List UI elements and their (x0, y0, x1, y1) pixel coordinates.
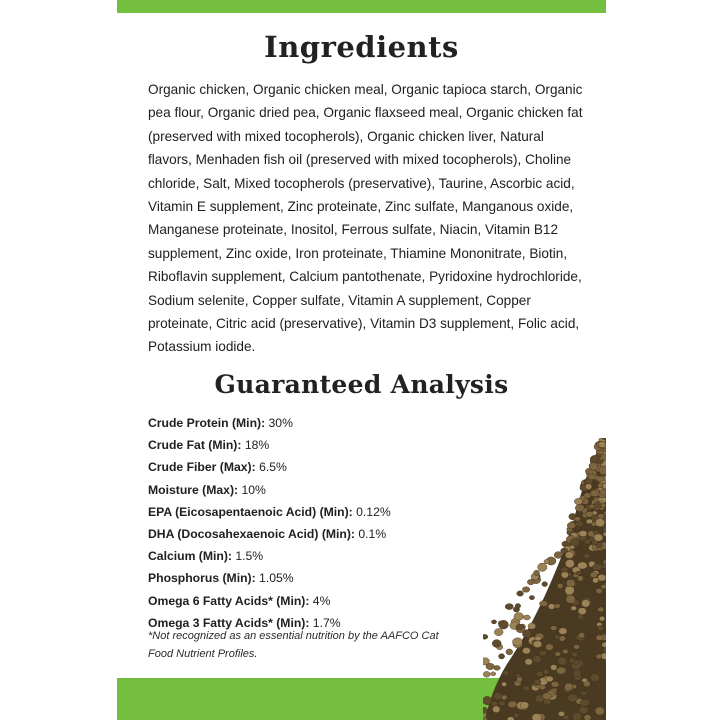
analysis-label: Omega 3 Fatty Acids* (Min): (148, 615, 310, 630)
kibble-bit (595, 518, 604, 526)
kibble-bit (570, 539, 580, 546)
kibble-bit (602, 483, 606, 489)
kibble-bit (486, 663, 495, 669)
kibble-bit (579, 633, 585, 639)
kibble-bit (588, 474, 596, 480)
kibble-bit (517, 677, 523, 682)
kibble-bit (559, 628, 567, 635)
kibble-bit (514, 613, 524, 621)
kibble-bit (539, 650, 547, 656)
kibble-bit (548, 604, 555, 610)
analysis-label: EPA (Eicosapentaenoic Acid) (Min): (148, 504, 353, 519)
kibble-bit (594, 534, 603, 541)
kibble-bit (557, 583, 563, 588)
kibble-bit (502, 682, 507, 687)
analysis-list (148, 412, 478, 634)
kibble-bit (574, 498, 582, 504)
kibble-bit (540, 601, 548, 607)
kibble-bit (523, 686, 529, 691)
kibble-bit (596, 654, 602, 659)
kibble-bit (492, 706, 500, 713)
analysis-row (148, 590, 478, 612)
kibble-bit (543, 669, 549, 674)
kibble-bit (581, 600, 590, 608)
kibble-bit (546, 644, 554, 651)
analysis-row (148, 412, 478, 434)
analysis-value: 18% (244, 438, 270, 453)
analysis-value: 4% (312, 593, 331, 608)
kibble-bit (603, 532, 606, 536)
kibble-bit (556, 667, 566, 674)
kibble-bit (602, 642, 606, 648)
kibble-bit (533, 656, 542, 663)
kibble-bit (598, 574, 606, 581)
kibble-bit (529, 596, 534, 600)
kibble-bit (573, 670, 581, 677)
kibble-bit (591, 674, 600, 682)
analysis-label: Crude Fiber (Max): (148, 460, 256, 475)
kibble-bit (522, 587, 529, 593)
kibble-bit (536, 671, 543, 677)
kibble-bit (593, 578, 599, 583)
kibble-bit (533, 641, 542, 648)
kibble-bit (593, 564, 602, 571)
kibble-bit (584, 553, 590, 558)
kibble-bit (491, 701, 498, 706)
analysis-value: 1.5% (235, 549, 264, 564)
kibble-bit (598, 607, 604, 612)
kibble-bit (506, 649, 513, 655)
kibble-bit (508, 701, 517, 708)
kibble-bit (601, 564, 606, 569)
analysis-value: 1.7% (312, 615, 341, 630)
kibble-bit (599, 616, 605, 621)
kibble-bit (600, 490, 606, 496)
kibble-bit (515, 604, 521, 609)
kibble-bit (590, 572, 597, 578)
kibble-bit (575, 504, 584, 511)
kibble-bit (534, 679, 541, 684)
guaranteed-analysis-title: Guaranteed Analysis (214, 370, 509, 399)
kibble-bit (578, 608, 586, 615)
analysis-label: DHA (Docosahexaenoic Acid) (Min): (148, 527, 355, 542)
analysis-label: Omega 6 Fatty Acids* (Min): (148, 593, 310, 608)
kibble-bit (566, 595, 575, 603)
kibble-bit (513, 638, 523, 646)
kibble-bit (578, 562, 588, 569)
kibble-bit (491, 672, 496, 676)
kibble-bit (544, 559, 549, 563)
kibble-bit (601, 584, 606, 589)
kibble-bit (491, 620, 496, 624)
analysis-row (148, 523, 478, 545)
kibble-bit (492, 640, 501, 648)
kibble-bit (554, 635, 560, 639)
analysis-value: 0.12% (356, 504, 391, 519)
analysis-row (148, 545, 478, 567)
kibble-bit (551, 681, 559, 687)
analysis-label: Crude Protein (Min): (148, 416, 266, 430)
kibble-bit (596, 588, 602, 593)
kibble-bit (589, 463, 598, 471)
kibble-bit (581, 691, 587, 695)
kibble-bit (558, 711, 564, 716)
kibble-bit (578, 614, 584, 619)
kibble-bit (590, 490, 599, 497)
kibble-bit (520, 702, 529, 709)
kibble-bit (571, 606, 577, 611)
kibble-bit (562, 649, 568, 653)
kibble-bit (582, 678, 588, 682)
kibble-bit (581, 699, 590, 706)
kibble-bit (499, 701, 506, 706)
kibble-bit (528, 623, 536, 629)
analysis-label: Calcium (Min): (148, 549, 232, 564)
ingredients-panel (117, 0, 606, 720)
kibble-bit (494, 692, 503, 699)
kibble-bit (483, 707, 488, 713)
kibble-bit (575, 517, 581, 522)
kibble-bit (576, 571, 582, 575)
kibble-bit (598, 441, 605, 447)
analysis-row (148, 567, 478, 589)
kibble-bit (584, 715, 591, 720)
kibble-bit (483, 671, 490, 677)
kibble-bit (483, 696, 492, 704)
kibble-bit (483, 634, 488, 639)
kibble-bit (523, 615, 530, 620)
kibble-bit (558, 657, 567, 665)
kibble-bit (507, 717, 514, 720)
kibble-pile-image (483, 438, 606, 720)
kibble-bit (577, 576, 583, 581)
kibble-bit (561, 567, 568, 572)
kibble-bit (586, 519, 593, 524)
aafco-footnote: *Not recognized as an essential nutrition by the AAFCO Cat Food Nutrient Profiles. (148, 630, 439, 660)
kibble-bit (572, 712, 582, 720)
analysis-value: 6.5% (259, 460, 287, 475)
ingredients-title: Ingredients (264, 30, 459, 64)
analysis-value: 0.1% (358, 527, 387, 542)
kibble-bit (567, 522, 576, 528)
kibble-bit (586, 511, 594, 517)
kibble-bit (534, 570, 540, 575)
kibble-bit (505, 604, 513, 610)
kibble-bit (532, 714, 542, 720)
kibble-bit (542, 693, 551, 700)
kibble-bit (564, 683, 573, 691)
kibble-bit (525, 659, 533, 665)
kibble-bit (596, 476, 604, 482)
kibble-bit (527, 579, 534, 584)
kibble-bit (494, 629, 503, 636)
kibble-bit (597, 459, 603, 463)
analysis-label: Crude Fat (Min): (148, 438, 242, 453)
kibble-bit (522, 647, 530, 654)
kibble-bit (499, 654, 505, 659)
kibble-bit (568, 694, 578, 702)
analysis-row (148, 434, 478, 456)
kibble-bit (546, 676, 554, 682)
kibble-bit (594, 502, 601, 508)
kibble-bit (561, 548, 568, 554)
analysis-value: 1.05% (259, 571, 294, 586)
kibble-bit (584, 539, 590, 544)
kibble-bit (538, 563, 547, 571)
analysis-label: Moisture (Max): (148, 482, 239, 497)
kibble-bit (579, 531, 587, 537)
kibble-bit (574, 645, 580, 650)
analysis-label: Phosphorus (Min): (148, 571, 256, 586)
kibble-bit (516, 624, 523, 630)
kibble-bit (566, 579, 575, 587)
kibble-bit (573, 660, 578, 665)
kibble-bit (597, 626, 603, 631)
analysis-value: 30% (268, 416, 293, 430)
kibble-bit (585, 484, 592, 490)
kibble-bit (550, 665, 557, 671)
kibble-bit (550, 626, 556, 631)
analysis-row (148, 501, 478, 523)
kibble-bit (542, 582, 548, 587)
kibble-bit (517, 591, 524, 596)
kibble-bit (595, 707, 604, 715)
kibble-bit (503, 670, 509, 675)
kibble-bit (579, 707, 589, 714)
kibble-bit (565, 559, 574, 567)
ingredients-text: Organic chicken, Organic chicken meal, Organic tapioca starch, Organic pea flour, Organic dried pea, Organic flaxseed meal, Organic chicken fat (preserved with mixed tocopherols), Organic chicken liver, Natural flavors, Menhaden fish oil (preserved with mixed tocopherols), Choline chloride, Salt, Mixed tocopherols (preservative), Taurine, Ascorbic acid, Vitamin E supplement, Zinc proteinate, Zinc sulfate, Manganous oxide, Manganese proteinate, Inositol, Ferrous sulfate, Niacin, Vitamin B12 supplement, Zinc oxide, Iron proteinate, Thiamine Mononitrate, Biotin, Riboflavin supplement, Calcium pantothenate, Pyridoxine hydrochloride, Sodium selenite, Copper sulfate, Vitamin A supplement, Copper proteinate, Citric acid (preservative), Vitamin D3 supplement, Folic acid, Potassium iodide. (148, 82, 583, 355)
top-accent-bar (117, 0, 606, 13)
kibble-bit (572, 652, 578, 657)
kibble-bit (555, 652, 561, 657)
kibble-bit (596, 635, 604, 641)
kibble-bit (514, 713, 519, 718)
analysis-row (148, 456, 478, 478)
kibble-bit (499, 620, 509, 629)
kibble-bit (555, 604, 561, 609)
analysis-value: 10% (241, 482, 266, 497)
kibble-bit (565, 586, 575, 594)
analysis-row (148, 479, 478, 501)
